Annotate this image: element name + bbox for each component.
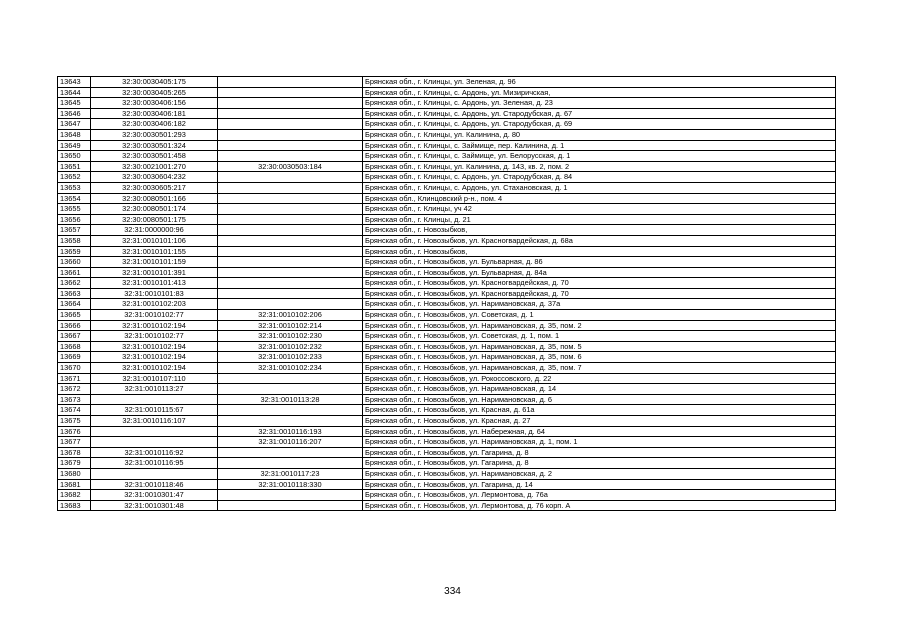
related-cadastral-number: 32:30:0030503:184 — [218, 161, 363, 172]
cadastral-number: 32:31:0010116:92 — [91, 447, 218, 458]
related-cadastral-number: 32:31:0010102:233 — [218, 352, 363, 363]
address: Брянская обл., г. Клинцы, ул. Калинина, д. 143, кв. 2, пом. 2 — [363, 161, 836, 172]
table-row — [58, 341, 836, 352]
row-number: 13682 — [58, 490, 91, 501]
cadastral-number: 32:30:0030405:265 — [91, 87, 218, 98]
cadastral-number: 32:30:0030405:175 — [91, 77, 218, 88]
cadastral-number: 32:31:0010102:194 — [91, 341, 218, 352]
table-row — [58, 98, 836, 109]
row-number: 13660 — [58, 257, 91, 268]
cadastral-number: 32:30:0030406:181 — [91, 108, 218, 119]
related-cadastral-number — [218, 299, 363, 310]
address: Брянская обл., г. Клинцы, с. Займище, ул. Белорусская, д. 1 — [363, 151, 836, 162]
cadastral-number: 32:31:0010101:159 — [91, 257, 218, 268]
row-number: 13658 — [58, 235, 91, 246]
row-number: 13671 — [58, 373, 91, 384]
table-row — [58, 140, 836, 151]
related-cadastral-number — [218, 225, 363, 236]
related-cadastral-number: 32:31:0010118:330 — [218, 479, 363, 490]
address: Брянская обл., г. Клинцы, с. Ардонь, ул. Мизиричская, — [363, 87, 836, 98]
cadastral-number: 32:31:0010301:48 — [91, 500, 218, 511]
table-row — [58, 172, 836, 183]
row-number: 13683 — [58, 500, 91, 511]
address: Брянская обл., г. Клинцы, с. Ардонь, ул. Стахановская, д. 1 — [363, 182, 836, 193]
cadastral-number: 32:30:0080501:175 — [91, 214, 218, 225]
address: Брянская обл., г. Новозыбков, ул. Красногвардейская, д. 68а — [363, 235, 836, 246]
address: Брянская обл., г. Новозыбков, ул. Наримановская, д. 35, пом. 2 — [363, 320, 836, 331]
related-cadastral-number — [218, 278, 363, 289]
cadastral-number: 32:31:0010102:77 — [91, 331, 218, 342]
cadastral-number — [91, 426, 218, 437]
cadastral-number: 32:30:0030501:458 — [91, 151, 218, 162]
table-row — [58, 373, 836, 384]
table-row — [58, 214, 836, 225]
cadastral-number: 32:31:0010101:155 — [91, 246, 218, 257]
related-cadastral-number: 32:31:0010113:28 — [218, 394, 363, 405]
table-row — [58, 235, 836, 246]
cadastral-number: 32:31:0010116:107 — [91, 416, 218, 427]
related-cadastral-number — [218, 204, 363, 215]
row-number: 13680 — [58, 468, 91, 479]
related-cadastral-number: 32:31:0010102:234 — [218, 363, 363, 374]
address: Брянская обл., г. Клинцы, с. Займище, пер. Калинина, д. 1 — [363, 140, 836, 151]
row-number: 13668 — [58, 341, 91, 352]
address: Брянская обл., г. Клинцы, с. Ардонь, ул. Стародубская, д. 84 — [363, 172, 836, 183]
address: Брянская обл., г. Новозыбков, ул. Лермонтова, д. 76а — [363, 490, 836, 501]
address: Брянская обл., г. Клинцы, ул. Зеленая, д. 96 — [363, 77, 836, 88]
table-row — [58, 426, 836, 437]
address: Брянская обл., г. Новозыбков, ул. Гагарина, д. 8 — [363, 447, 836, 458]
table-row — [58, 77, 836, 88]
table-row — [58, 331, 836, 342]
table-row — [58, 405, 836, 416]
cadastral-number: 32:31:0010115:67 — [91, 405, 218, 416]
related-cadastral-number — [218, 182, 363, 193]
table-row — [58, 416, 836, 427]
address: Брянская обл., г. Новозыбков, ул. Наримановская, д. 35, пом. 5 — [363, 341, 836, 352]
cadastral-number: 32:31:0010102:194 — [91, 363, 218, 374]
table-row — [58, 225, 836, 236]
row-number: 13650 — [58, 151, 91, 162]
related-cadastral-number — [218, 405, 363, 416]
row-number: 13651 — [58, 161, 91, 172]
table-row — [58, 500, 836, 511]
row-number: 13661 — [58, 267, 91, 278]
table-row — [58, 161, 836, 172]
related-cadastral-number — [218, 500, 363, 511]
cadastral-number: 32:30:0030605:217 — [91, 182, 218, 193]
related-cadastral-number — [218, 447, 363, 458]
register-table-body — [58, 77, 836, 511]
row-number: 13676 — [58, 426, 91, 437]
address: Брянская обл., г. Новозыбков, ул. Наримановская, д. 35, пом. 6 — [363, 352, 836, 363]
address: Брянская обл., г. Новозыбков, ул. Набережная, д. 64 — [363, 426, 836, 437]
address: Брянская обл., г. Клинцы, уч 42 — [363, 204, 836, 215]
related-cadastral-number — [218, 490, 363, 501]
table-row — [58, 384, 836, 395]
address: Брянская обл., г. Клинцы, д. 21 — [363, 214, 836, 225]
table-row — [58, 108, 836, 119]
cadastral-number: 32:31:0010102:77 — [91, 310, 218, 321]
table-row — [58, 119, 836, 130]
related-cadastral-number: 32:31:0010116:193 — [218, 426, 363, 437]
address: Брянская обл., г. Новозыбков, ул. Наримановская, д. 1, пом. 1 — [363, 437, 836, 448]
table-row — [58, 320, 836, 331]
related-cadastral-number — [218, 416, 363, 427]
related-cadastral-number — [218, 151, 363, 162]
address: Брянская обл., г. Новозыбков, ул. Бульварная, д. 84а — [363, 267, 836, 278]
table-row — [58, 468, 836, 479]
related-cadastral-number: 32:31:0010102:230 — [218, 331, 363, 342]
cadastral-number: 32:31:0010116:95 — [91, 458, 218, 469]
table-row — [58, 437, 836, 448]
related-cadastral-number: 32:31:0010117:23 — [218, 468, 363, 479]
related-cadastral-number — [218, 193, 363, 204]
cadastral-number — [91, 437, 218, 448]
table-row — [58, 151, 836, 162]
related-cadastral-number — [218, 140, 363, 151]
table-row — [58, 310, 836, 321]
related-cadastral-number — [218, 108, 363, 119]
address: Брянская обл., г. Новозыбков, ул. Наримановская, д. 2 — [363, 468, 836, 479]
related-cadastral-number: 32:31:0010102:206 — [218, 310, 363, 321]
cadastral-number: 32:31:0010102:203 — [91, 299, 218, 310]
row-number: 13672 — [58, 384, 91, 395]
related-cadastral-number — [218, 246, 363, 257]
address: Брянская обл., г. Клинцы, с. Ардонь, ул. Стародубская, д. 67 — [363, 108, 836, 119]
table-row — [58, 246, 836, 257]
related-cadastral-number — [218, 87, 363, 98]
address: Брянская обл., г. Новозыбков, ул. Советская, д. 1 — [363, 310, 836, 321]
row-number: 13645 — [58, 98, 91, 109]
table-row — [58, 278, 836, 289]
address: Брянская обл., г. Новозыбков, ул. Бульварная, д. 86 — [363, 257, 836, 268]
related-cadastral-number — [218, 98, 363, 109]
property-register-table — [57, 76, 836, 511]
table-row — [58, 490, 836, 501]
table-row — [58, 204, 836, 215]
row-number: 13678 — [58, 447, 91, 458]
related-cadastral-number — [218, 267, 363, 278]
table-row — [58, 87, 836, 98]
cadastral-number: 32:31:0010101:83 — [91, 288, 218, 299]
row-number: 13654 — [58, 193, 91, 204]
row-number: 13673 — [58, 394, 91, 405]
cadastral-number: 32:31:0010102:194 — [91, 352, 218, 363]
related-cadastral-number — [218, 129, 363, 140]
row-number: 13667 — [58, 331, 91, 342]
address: Брянская обл., г. Новозыбков, — [363, 225, 836, 236]
address: Брянская обл., г. Клинцы, ул. Калинина, д. 80 — [363, 129, 836, 140]
cadastral-number: 32:30:0080501:166 — [91, 193, 218, 204]
row-number: 13652 — [58, 172, 91, 183]
table-row — [58, 129, 836, 140]
related-cadastral-number: 32:31:0010102:232 — [218, 341, 363, 352]
row-number: 13649 — [58, 140, 91, 151]
table-row — [58, 182, 836, 193]
address: Брянская обл., г. Новозыбков, ул. Наримановская, д. 37а — [363, 299, 836, 310]
page-number: 334 — [444, 586, 461, 597]
row-number: 13648 — [58, 129, 91, 140]
address: Брянская обл., г. Клинцы, с. Ардонь, ул. Зеленая, д. 23 — [363, 98, 836, 109]
row-number: 13657 — [58, 225, 91, 236]
row-number: 13681 — [58, 479, 91, 490]
address: Брянская обл., г. Новозыбков, ул. Гагарина, д. 14 — [363, 479, 836, 490]
address: Брянская обл., г. Новозыбков, ул. Гагарина, д. 8 — [363, 458, 836, 469]
related-cadastral-number — [218, 119, 363, 130]
row-number: 13662 — [58, 278, 91, 289]
address: Брянская обл., г. Новозыбков, ул. Красная, д. 27 — [363, 416, 836, 427]
table-row — [58, 299, 836, 310]
cadastral-number: 32:31:0010301:47 — [91, 490, 218, 501]
row-number: 13643 — [58, 77, 91, 88]
cadastral-number: 32:30:0030406:182 — [91, 119, 218, 130]
table-row — [58, 447, 836, 458]
row-number: 13655 — [58, 204, 91, 215]
related-cadastral-number — [218, 257, 363, 268]
address: Брянская обл., г. Новозыбков, ул. Лермонтова, д. 76 корп. А — [363, 500, 836, 511]
row-number: 13659 — [58, 246, 91, 257]
cadastral-number: 32:30:0030501:324 — [91, 140, 218, 151]
row-number: 13677 — [58, 437, 91, 448]
address: Брянская обл., г. Новозыбков, ул. Советская, д. 1, пом. 1 — [363, 331, 836, 342]
cadastral-number: 32:30:0030604:232 — [91, 172, 218, 183]
row-number: 13653 — [58, 182, 91, 193]
cadastral-number: 32:31:0010101:106 — [91, 235, 218, 246]
row-number: 13669 — [58, 352, 91, 363]
table-row — [58, 479, 836, 490]
related-cadastral-number — [218, 384, 363, 395]
cadastral-number: 32:31:0010101:391 — [91, 267, 218, 278]
related-cadastral-number — [218, 172, 363, 183]
cadastral-number: 32:31:0010102:194 — [91, 320, 218, 331]
related-cadastral-number — [218, 214, 363, 225]
row-number: 13665 — [58, 310, 91, 321]
cadastral-number — [91, 394, 218, 405]
row-number: 13656 — [58, 214, 91, 225]
address: Брянская обл., г. Новозыбков, ул. Наримановская, д. 35, пом. 7 — [363, 363, 836, 374]
row-number: 13663 — [58, 288, 91, 299]
row-number: 13666 — [58, 320, 91, 331]
related-cadastral-number: 32:31:0010116:207 — [218, 437, 363, 448]
row-number: 13674 — [58, 405, 91, 416]
cadastral-number: 32:31:0010101:413 — [91, 278, 218, 289]
table-row — [58, 267, 836, 278]
related-cadastral-number — [218, 373, 363, 384]
cadastral-number: 32:30:0030501:293 — [91, 129, 218, 140]
cadastral-number: 32:31:0010107:110 — [91, 373, 218, 384]
address: Брянская обл., г. Клинцы, с. Ардонь, ул. Стародубская, д. 69 — [363, 119, 836, 130]
address: Брянская обл., г. Новозыбков, ул. Рокоссовского, д. 22 — [363, 373, 836, 384]
row-number: 13675 — [58, 416, 91, 427]
address: Брянская обл., г. Новозыбков, ул. Красная, д. 61а — [363, 405, 836, 416]
row-number: 13644 — [58, 87, 91, 98]
row-number: 13670 — [58, 363, 91, 374]
cadastral-number: 32:30:0030406:156 — [91, 98, 218, 109]
cadastral-number — [91, 468, 218, 479]
table-row — [58, 193, 836, 204]
table-row — [58, 394, 836, 405]
row-number: 13679 — [58, 458, 91, 469]
table-row — [58, 352, 836, 363]
table-row — [58, 458, 836, 469]
table-row — [58, 288, 836, 299]
address: Брянская обл., г. Новозыбков, — [363, 246, 836, 257]
address: Брянская обл., г. Новозыбков, ул. Красногвардейская, д. 70 — [363, 278, 836, 289]
related-cadastral-number — [218, 77, 363, 88]
cadastral-number: 32:30:0080501:174 — [91, 204, 218, 215]
address: Брянская обл., Клинцовский р-н., пом. 4 — [363, 193, 836, 204]
cadastral-number: 32:31:0010118:46 — [91, 479, 218, 490]
cadastral-number: 32:30:0021001:270 — [91, 161, 218, 172]
address: Брянская обл., г. Новозыбков, ул. Наримановская, д. 14 — [363, 384, 836, 395]
row-number: 13646 — [58, 108, 91, 119]
related-cadastral-number — [218, 288, 363, 299]
row-number: 13647 — [58, 119, 91, 130]
address: Брянская обл., г. Новозыбков, ул. Наримановская, д. 6 — [363, 394, 836, 405]
table-row — [58, 257, 836, 268]
related-cadastral-number — [218, 458, 363, 469]
cadastral-number: 32:31:0010113:27 — [91, 384, 218, 395]
address: Брянская обл., г. Новозыбков, ул. Красногвардейская, д. 70 — [363, 288, 836, 299]
table-row — [58, 363, 836, 374]
related-cadastral-number — [218, 235, 363, 246]
row-number: 13664 — [58, 299, 91, 310]
related-cadastral-number: 32:31:0010102:214 — [218, 320, 363, 331]
cadastral-number: 32:31:0000000:96 — [91, 225, 218, 236]
